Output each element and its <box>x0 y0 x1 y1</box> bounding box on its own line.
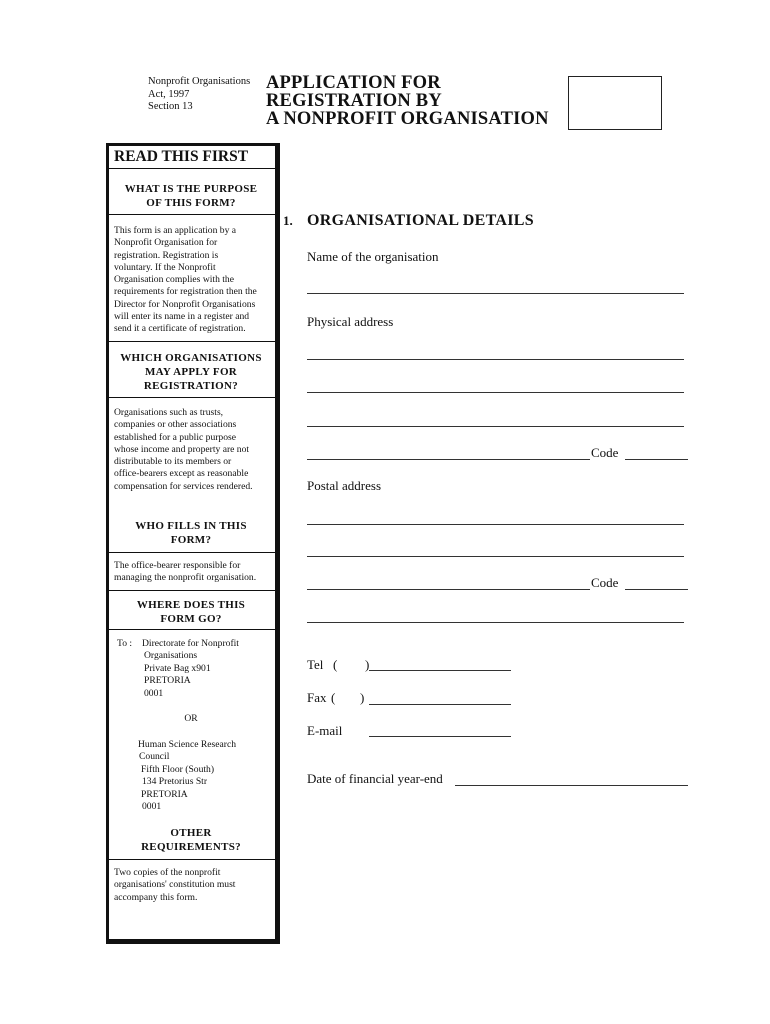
address-line: Private Bag x901 <box>144 662 211 674</box>
text-line: whose income and property are not <box>114 443 250 455</box>
text-line: Two copies of the nonprofit <box>114 867 221 878</box>
text-line: will enter its name in a register and <box>114 311 250 323</box>
heading-line: MAY APPLY FOR <box>144 366 238 378</box>
fax-field[interactable] <box>369 704 511 705</box>
postal-address-field[interactable] <box>307 556 684 557</box>
text-line: office-bearers except as reasonable <box>114 468 249 480</box>
email-field[interactable] <box>369 736 511 737</box>
physical-address-label: Physical address <box>307 314 394 329</box>
name-label: Name of the organisation <box>307 249 439 264</box>
text-line: Organisations such as trusts, <box>114 407 224 418</box>
title-line: A NONPROFIT ORGANISATION <box>266 109 549 129</box>
where-heading <box>108 598 274 626</box>
sidebar-divider <box>106 859 277 860</box>
text-line: established for a public purpose <box>114 431 237 443</box>
which-heading <box>108 351 274 393</box>
postal-code-field[interactable] <box>625 589 688 590</box>
address-line: Human Science Research <box>138 739 237 750</box>
name-field[interactable] <box>307 293 684 294</box>
heading-line: WHAT IS THE PURPOSE <box>124 183 258 195</box>
fax-open-paren: ( <box>331 690 336 705</box>
text-line: accompany this form. <box>114 891 198 903</box>
sidebar-divider <box>106 629 277 630</box>
act-line: Section 13 <box>148 101 193 112</box>
heading-line: WHO FILLS IN THIS <box>135 520 247 532</box>
text-line: organisations' constitution must <box>114 879 236 891</box>
text-line: The office-bearer responsible for <box>114 560 241 571</box>
tel-close-paren: ) <box>365 657 370 672</box>
address-line: Fifth Floor (South) <box>141 763 215 775</box>
purpose-text <box>114 225 272 336</box>
section-number: 1. <box>283 213 293 228</box>
heading-line: OTHER <box>170 827 212 839</box>
postal-address-field[interactable] <box>307 589 590 590</box>
other-text <box>114 867 272 904</box>
fax-close-paren: ) <box>360 690 365 705</box>
text-line: managing the nonprofit organisation. <box>114 572 257 584</box>
tel-field[interactable] <box>369 670 511 671</box>
physical-address-field[interactable] <box>307 359 684 360</box>
postal-address-field[interactable] <box>307 524 684 525</box>
title-line: APPLICATION FOR <box>266 73 441 93</box>
address-line: 0001 <box>142 801 162 813</box>
title-line: REGISTRATION BY <box>266 91 442 111</box>
sidebar-divider <box>106 397 277 398</box>
physical-code-label: Code <box>591 445 619 460</box>
section-title: ORGANISATIONAL DETAILS <box>307 212 534 229</box>
other-heading <box>108 826 274 854</box>
physical-code-field[interactable] <box>625 459 688 460</box>
to-label: To : <box>117 638 133 649</box>
address-hsrc <box>138 739 236 813</box>
text-line: Organisation complies with the <box>114 274 234 286</box>
text-line: registration. Registration is <box>114 249 219 261</box>
sidebar-divider <box>106 590 277 591</box>
physical-address-field[interactable] <box>307 459 590 460</box>
text-line: compensation for services rendered. <box>114 480 253 492</box>
address-line: PRETORIA <box>141 788 188 800</box>
or-separator: OR <box>184 713 198 724</box>
address-line: Organisations <box>144 650 198 662</box>
postal-address-label: Postal address <box>307 478 382 493</box>
postal-address-field[interactable] <box>307 622 684 623</box>
physical-address-field[interactable] <box>307 426 684 427</box>
text-line: This form is an application by a <box>114 225 237 236</box>
financial-year-end-field[interactable] <box>455 785 688 786</box>
email-label: E-mail <box>307 723 343 738</box>
postal-code-label: Code <box>591 575 619 590</box>
sidebar-divider <box>106 214 277 215</box>
address-line: 134 Pretorius Str <box>142 776 208 788</box>
sidebar-title: READ THIS FIRST <box>114 148 249 165</box>
financial-year-end-label: Date of financial year-end <box>307 771 443 786</box>
heading-line: WHERE DOES THIS <box>136 599 246 611</box>
text-line: distributable to its members or <box>114 456 232 468</box>
who-text <box>114 560 272 585</box>
act-line: Act, 1997 <box>148 88 190 100</box>
tel-label: Tel <box>307 657 324 672</box>
heading-line: REQUIREMENTS? <box>141 841 241 853</box>
form-title <box>266 74 549 128</box>
heading-line: FORM GO? <box>160 613 222 625</box>
address-directorate <box>142 638 239 700</box>
address-line: Council <box>139 751 170 763</box>
heading-line: FORM? <box>170 534 212 546</box>
text-line: companies or other associations <box>114 419 237 431</box>
heading-line: WHICH ORGANISATIONS <box>120 352 262 364</box>
text-line: send it a certificate of registration. <box>114 323 246 335</box>
heading-line: REGISTRATION? <box>143 380 239 392</box>
purpose-heading <box>108 182 274 210</box>
tel-open-paren: ( <box>333 657 338 672</box>
address-line: PRETORIA <box>144 675 191 687</box>
text-line: Nonprofit Organisation for <box>114 237 218 249</box>
text-line: voluntary. If the Nonprofit <box>114 261 216 273</box>
sidebar-divider <box>106 341 277 342</box>
office-use-box <box>568 76 662 130</box>
which-text <box>114 407 272 493</box>
address-line: 0001 <box>144 687 164 699</box>
physical-address-field[interactable] <box>307 392 684 393</box>
act-line: Nonprofit Organisations <box>148 76 251 87</box>
act-reference <box>148 76 250 114</box>
heading-line: OF THIS FORM? <box>146 197 236 209</box>
address-line: Directorate for Nonprofit <box>142 638 239 649</box>
sidebar-divider <box>106 552 277 553</box>
who-heading <box>108 519 274 547</box>
text-line: Director for Nonprofit Organisations <box>114 298 256 310</box>
sidebar-divider <box>106 168 277 169</box>
text-line: requirements for registration then the <box>114 286 257 298</box>
fax-label: Fax <box>307 690 327 705</box>
